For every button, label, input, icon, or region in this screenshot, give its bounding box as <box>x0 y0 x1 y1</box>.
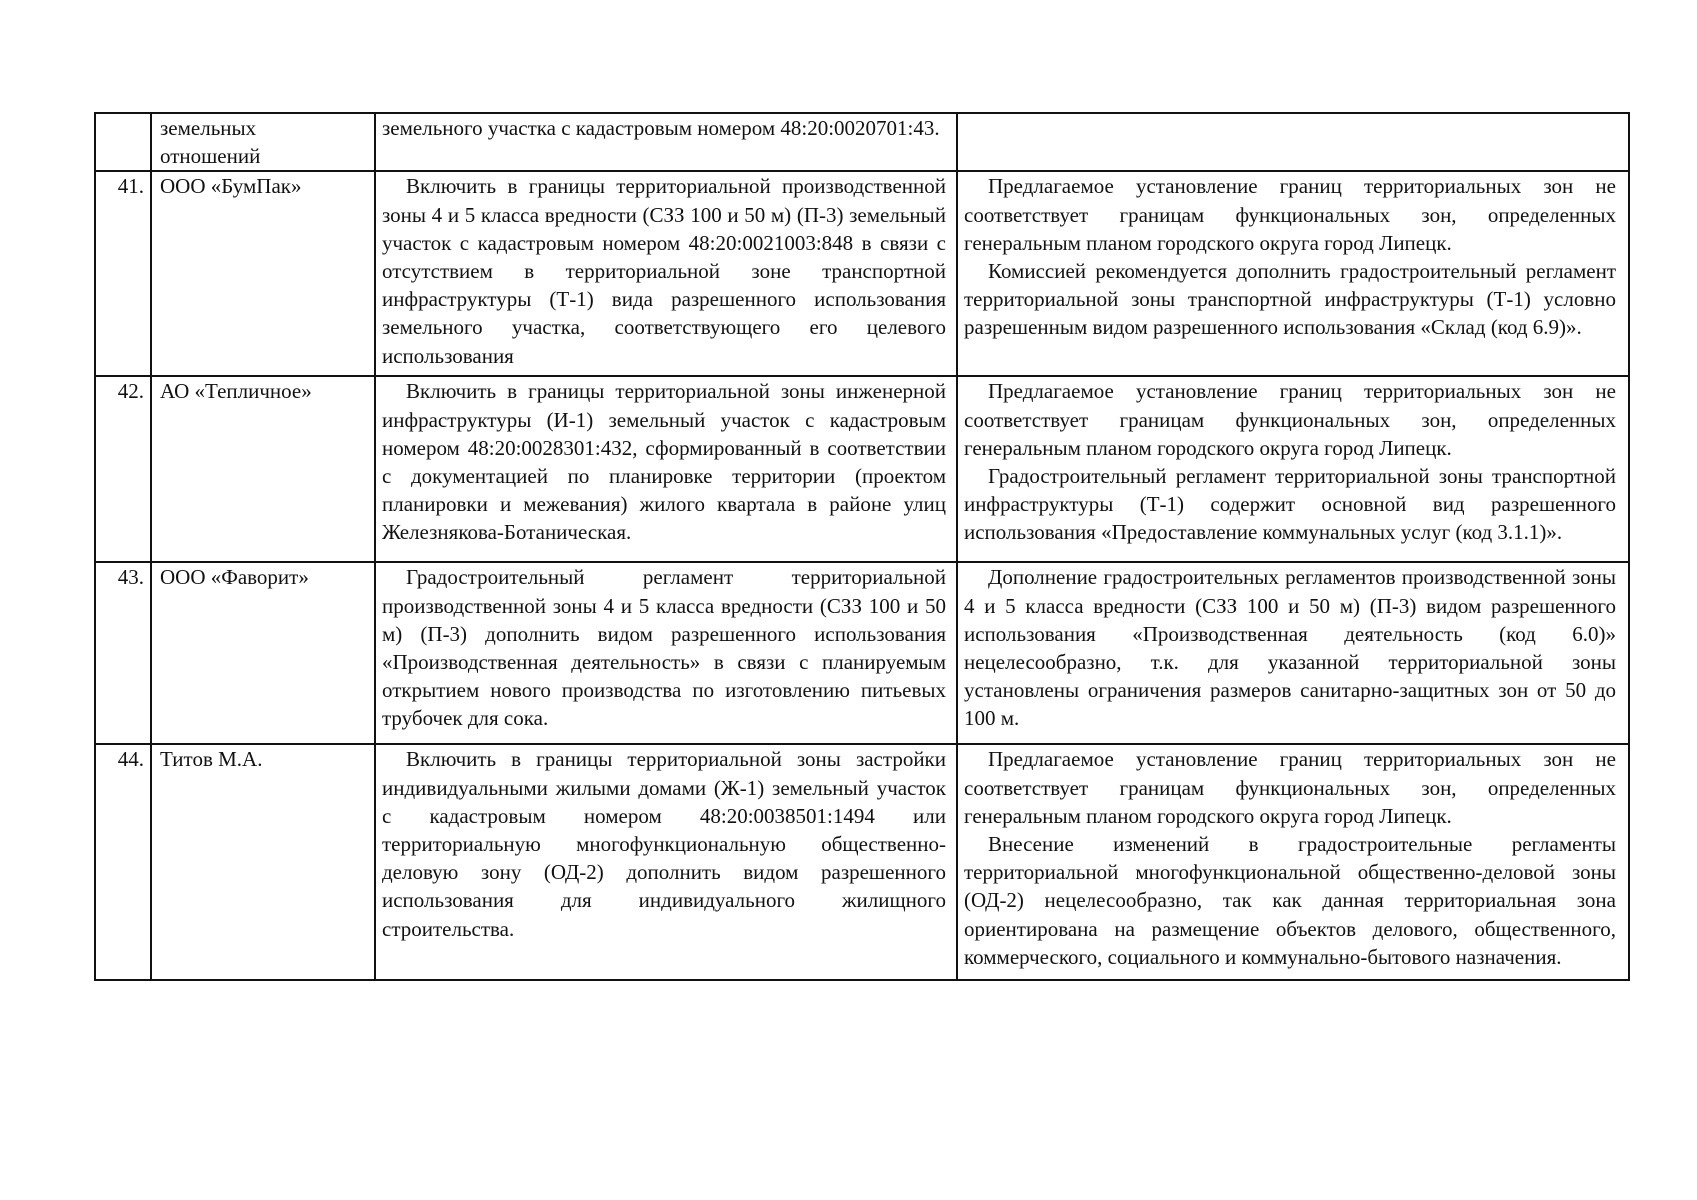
commission-conclusion-cell <box>957 171 1629 376</box>
applicant-cell <box>151 113 375 171</box>
table-body <box>95 113 1629 980</box>
conclusion-paragraph: Предлагаемое установление границ территориальных зон не соответствует границам функциональных зон, определенных генеральным планом городского округа город Липецк. <box>964 747 1616 828</box>
proposal-text: земельного участка с кадастровым номером 48:20:0020701:43. <box>382 116 940 140</box>
applicant-cell <box>151 562 375 744</box>
conclusion-paragraph: Комиссией рекомендуется дополнить градостроительный регламент территориальной зоны транспортной инфраструктуры (Т-1) условно разрешенным видом разрешенного использования «Склад (код 6.9)». <box>964 259 1616 340</box>
commission-conclusion-cell <box>957 744 1629 980</box>
table-row <box>95 113 1629 171</box>
table-row <box>95 744 1629 980</box>
commission-conclusion-cell <box>957 113 1629 171</box>
proposal-cell <box>375 376 957 562</box>
proposal-cell <box>375 171 957 376</box>
conclusion-paragraph: Дополнение градостроительных регламентов производственной зоны 4 и 5 класса вредности (СЗЗ 100 и 50 м) (П-3) видом разрешенного использования «Производственная деятельность (код 6.0)» нецелесообразно, т.к. для указанной территориальной зоны установлены ограничения размеров санитарно-защитных зон от 50 до 100 м. <box>964 565 1616 731</box>
table-row <box>95 171 1629 376</box>
table-row <box>95 376 1629 562</box>
table-row <box>95 562 1629 744</box>
applicant-cell <box>151 171 375 376</box>
proposal-cell <box>375 113 957 171</box>
applicant-name: ООО «Фаворит» <box>160 565 309 590</box>
proposal-cell <box>375 744 957 980</box>
applicant-name: земельных <box>160 116 257 140</box>
conclusion-paragraph: Внесение изменений в градостроительные регламенты территориальной многофункциональной общественно-деловой зоны (ОД-2) нецелесообразно, так как данная территориальная зона ориентирована на размещение объектов делового, общественного, коммерческого, социального и коммунально-бытового назначения. <box>964 832 1616 969</box>
applicant-name: отношений <box>160 144 261 169</box>
conclusion-paragraph: Предлагаемое установление границ территориальных зон не соответствует границам функциональных зон, определенных генеральным планом городского округа город Липецк. <box>964 174 1616 255</box>
applicant-cell <box>151 744 375 980</box>
document-page <box>94 112 1628 981</box>
applicant-cell <box>151 376 375 562</box>
proposals-table <box>94 112 1630 981</box>
proposal-text: Включить в границы территориальной производственной зоны 4 и 5 класса вредности (СЗЗ 100 и 50 м) (П-3) земельный участок с кадастровым номером 48:20:0021003:848 в связи с отсутствием в территориальной зоне транспортной инфраструктуры (Т-1) вида разрешенного использования земельного участка, соответствующего его целевого использования <box>382 174 946 368</box>
row-number: 42. <box>95 376 151 562</box>
conclusion-paragraph: Предлагаемое установление границ территориальных зон не соответствует границам функциональных зон, определенных генеральным планом городского округа город Липецк. <box>964 379 1616 460</box>
proposal-cell <box>375 562 957 744</box>
row-number <box>95 113 151 171</box>
proposal-text: Включить в границы территориальной зоны инженерной инфраструктуры (И-1) земельный участок с кадастровым номером 48:20:0028301:432, сформированный в соответствии с документацией по планировке территории (проектом планировки и межевания) жилого квартала в районе улиц Железнякова-Ботаническая. <box>382 379 946 545</box>
proposal-text: Градостроительный регламент территориальной производственной зоны 4 и 5 класса вредности (СЗЗ 100 и 50 м) (П-3) дополнить видом разрешенного использования «Производственная деятельность» в связи с планируемым открытием нового производства по изготовлению питьевых трубочек для сока. <box>382 565 946 731</box>
proposal-text: Включить в границы территориальной зоны застройки индивидуальными жилыми домами (Ж-1) земельный участок с кадастровым номером 48:20:0038501:1494 или территориальную многофункциональную общественно-деловую зону (ОД-2) дополнить видом разрешенного использования для индивидуального жилищного строительства. <box>382 747 946 941</box>
commission-conclusion-cell <box>957 376 1629 562</box>
row-number: 43. <box>95 562 151 744</box>
applicant-name: Титов М.А. <box>160 747 263 772</box>
commission-conclusion-cell <box>957 562 1629 744</box>
applicant-name: АО «Тепличное» <box>160 379 312 404</box>
row-number: 41. <box>95 171 151 376</box>
conclusion-paragraph: Градостроительный регламент территориальной зоны транспортной инфраструктуры (Т-1) содержит основной вид разрешенного использования «Предоставление коммунальных услуг (код 3.1.1)». <box>964 464 1616 545</box>
applicant-name: ООО «БумПак» <box>160 174 302 199</box>
row-number: 44. <box>95 744 151 980</box>
